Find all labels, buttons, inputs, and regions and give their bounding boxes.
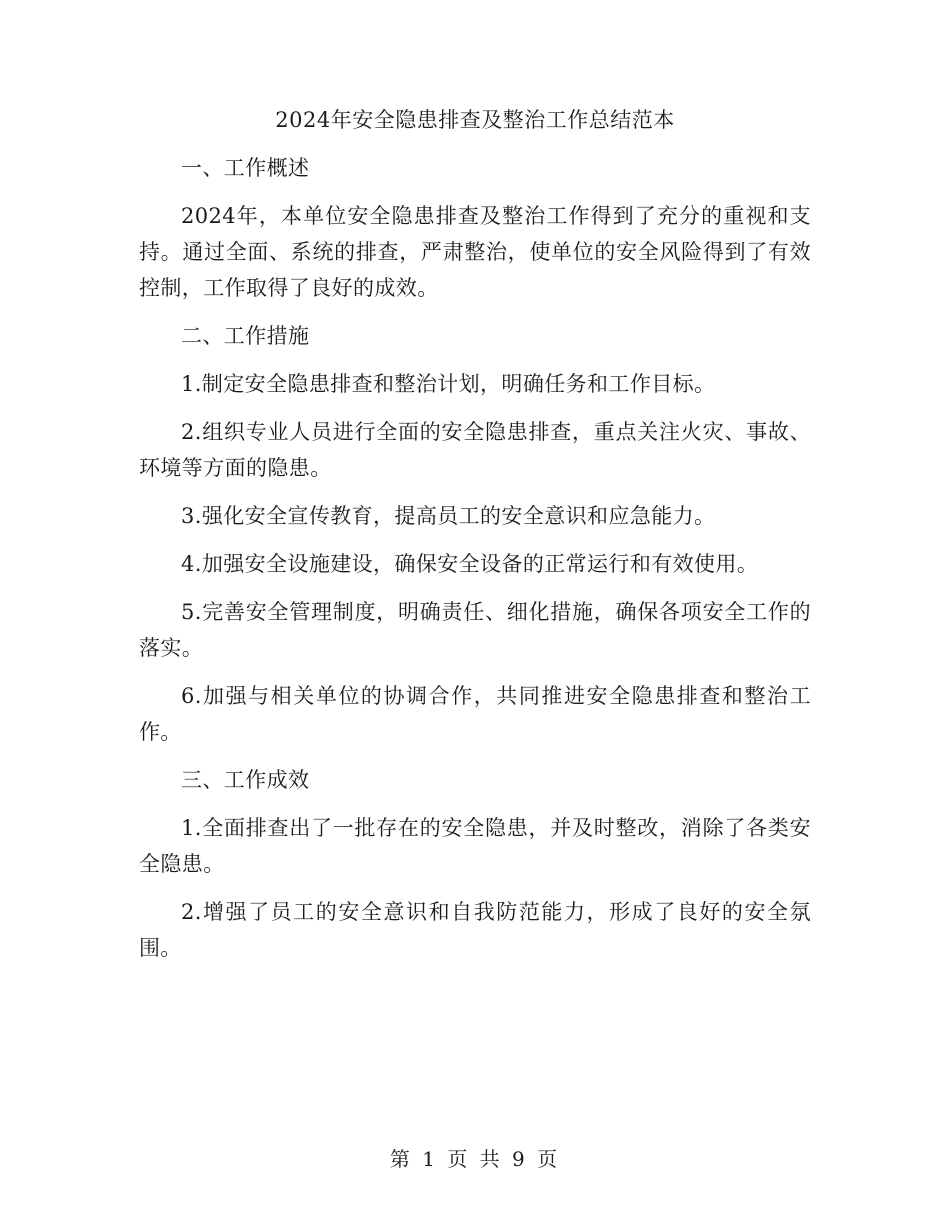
page-number-footer: 第 1 页 共 9 页 bbox=[389, 1147, 561, 1171]
paragraph: 2024年，本单位安全隐患排查及整治工作得到了充分的重视和支持。通过全面、系统的排查，严肃整治，使单位的安全风险得到了有效控制，工作取得了良好的成效。 bbox=[139, 204, 811, 300]
document-title: 2024年安全隐患排查及整治工作总结范本 bbox=[275, 108, 675, 132]
list-item: 4.加强安全设施建设，确保安全设备的正常运行和有效使用。 bbox=[181, 552, 759, 576]
section-heading-overview: 一、工作概述 bbox=[181, 156, 310, 180]
section-heading-measures: 二、工作措施 bbox=[181, 324, 310, 348]
section-heading-results: 三、工作成效 bbox=[181, 768, 310, 792]
list-item: 1.全面排查出了一批存在的安全隐患，并及时整改，消除了各类安全隐患。 bbox=[139, 816, 811, 876]
list-item: 2.增强了员工的安全意识和自我防范能力，形成了良好的安全氛围。 bbox=[139, 900, 811, 960]
document-body bbox=[139, 150, 811, 978]
list-item: 1.制定安全隐患排查和整治计划，明确任务和工作目标。 bbox=[181, 372, 716, 396]
list-item: 2.组织专业人员进行全面的安全隐患排查，重点关注火灾、事故、环境等方面的隐患。 bbox=[139, 420, 811, 480]
list-item: 3.强化安全宣传教育，提高员工的安全意识和应急能力。 bbox=[181, 504, 716, 528]
list-item: 6.加强与相关单位的协调合作，共同推进安全隐患排查和整治工作。 bbox=[139, 684, 811, 744]
list-item: 5.完善安全管理制度，明确责任、细化措施，确保各项安全工作的落实。 bbox=[139, 600, 811, 660]
